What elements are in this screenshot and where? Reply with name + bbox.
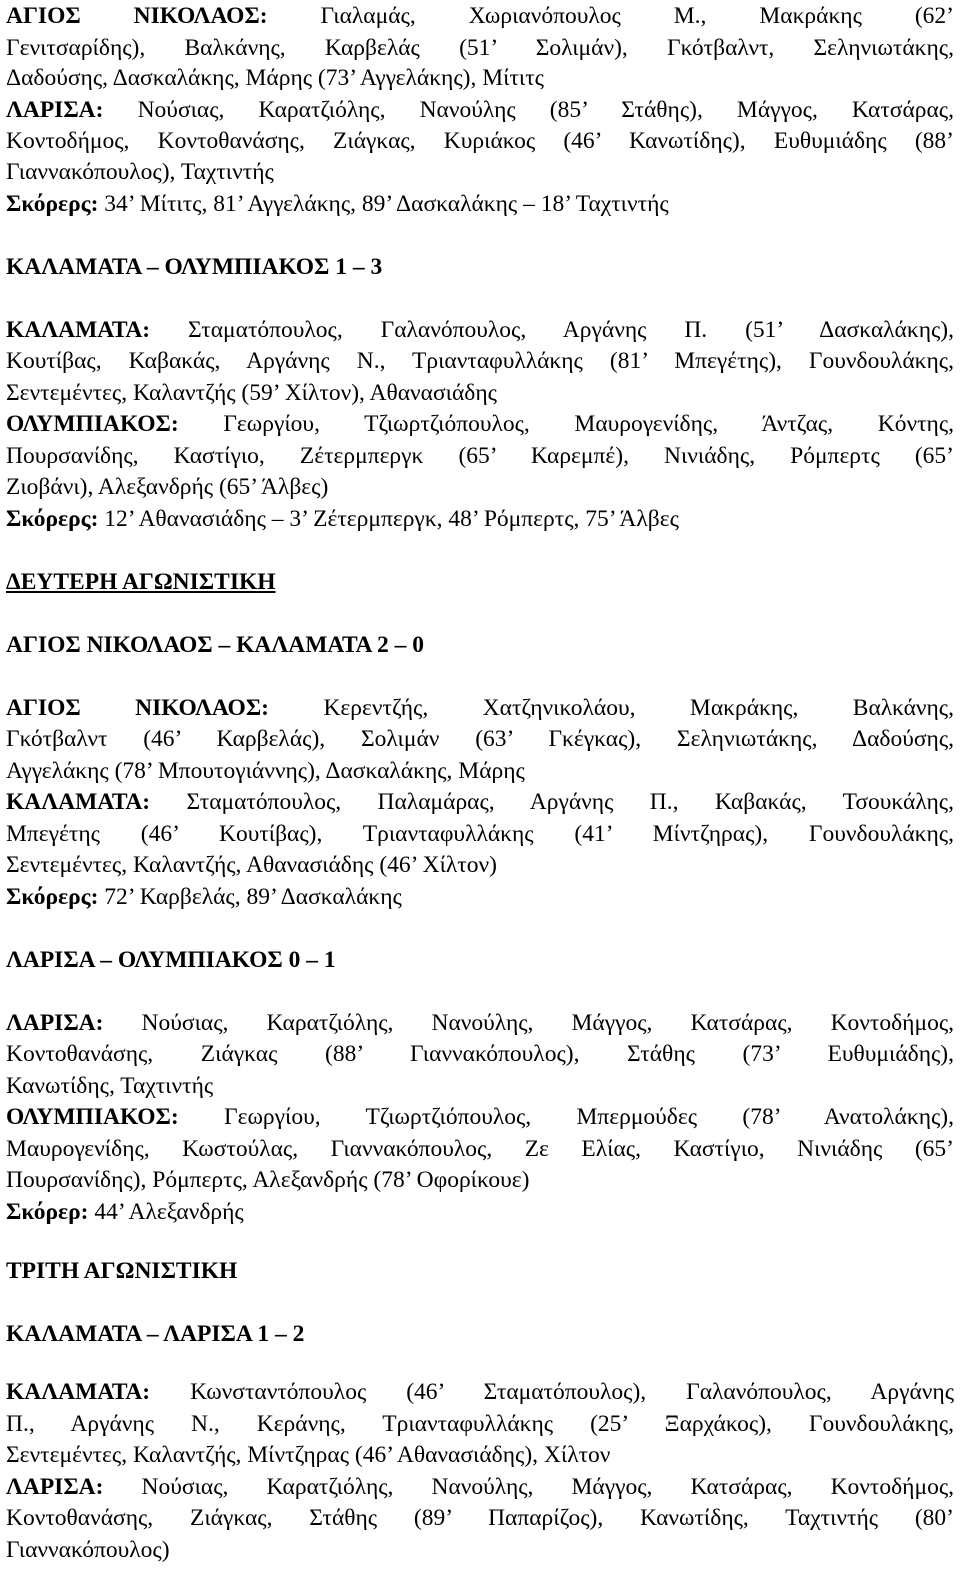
- line-text: Ζιοβάνι), Αλεξανδρής (65’ Άλβες): [6, 474, 329, 500]
- text-line: [6, 756, 954, 786]
- match-title: [6, 252, 954, 282]
- section-heading: [6, 1256, 954, 1286]
- line-text: Κοντοδήμος, Κοντοθανάσης, Ζιάγκας, Κυριάκος (46’ Κανωτίδης), Ευθυμιάδης (88’: [6, 128, 954, 154]
- text-line: [6, 346, 954, 376]
- bold-label: ΤΡΙΤΗ ΑΓΩΝΙΣΤΙΚΗ: [6, 1258, 238, 1284]
- line-text: Π., Αργάνης Ν., Κεράνης, Τριανταφυλλάκης (25’ Ξαρχάκος), Γουνδουλάκης,: [6, 1411, 954, 1437]
- text-line: [6, 441, 954, 471]
- text-line: [6, 882, 954, 912]
- line-text: Γιαννακόπουλος), Ταχτιντής: [6, 159, 274, 185]
- text-line: [6, 850, 954, 880]
- bold-label: ΑΓΙΟΣ ΝΙΚΟΛΑΟΣ – ΚΑΛΑΜΑΤΑ 2 – 0: [6, 632, 424, 658]
- line-text: Σεντεμέντες, Καλαντζής, Μίντζηρας (46’ Αθανασιάδης), Χίλτον: [6, 1442, 611, 1468]
- line-text: 34’ Μίτιτς, 81’ Αγγελάκης, 89’ Δασκαλάκης – 18’ Ταχτιντής: [98, 191, 669, 217]
- text-line: [6, 1071, 954, 1101]
- line-text: Κοντοθανάσης, Ζιάγκας (88’ Γιαννακόπουλος), Στάθης (73’ Ευθυμιάδης),: [6, 1041, 954, 1067]
- line-text: 72’ Καρβελάς, 89’ Δασκαλάκης: [98, 884, 402, 910]
- bold-label: ΚΑΛΑΜΑΤΑ – ΟΛΥΜΠΙΑΚΟΣ 1 – 3: [6, 254, 383, 280]
- line-text: Γεωργίου, Τζιωρτζιόπουλος, Μαυρογενίδης, Άντζας, Κόντης,: [178, 411, 954, 437]
- bold-label: Σκόρερς:: [6, 884, 99, 910]
- text-line: [6, 1039, 954, 1069]
- bold-label: Σκόρερς:: [6, 191, 99, 217]
- line-text: Κωνσταντόπουλος (46’ Σταματόπουλος), Γαλανόπουλος, Αργάνης: [150, 1379, 954, 1405]
- line-text: Κερεντζής, Χατζηνικολάου, Μακράκης, Βαλκάνης,: [269, 695, 954, 721]
- line-text: Πουρσανίδης), Ρόμπερτς, Αλεξανδρής (78’ Οφορίκουε): [6, 1167, 530, 1193]
- bold-label: ΚΑΛΑΜΑΤΑ:: [6, 1379, 151, 1405]
- line-text: Νούσιας, Καρατζιόλης, Νανούλης, Μάγγος, Κατσάρας, Κοντοδήμος,: [103, 1474, 954, 1500]
- bold-label: ΚΑΛΑΜΑΤΑ:: [6, 317, 151, 343]
- bold-label: ΟΛΥΜΠΙΑΚΟΣ:: [6, 411, 179, 437]
- text-line: [6, 33, 954, 63]
- line-text: Γκότβαλντ (46’ Καρβελάς), Σολιμάν (63’ Γκέγκας), Σεληνιωτάκης, Δαδούσης,: [6, 726, 954, 752]
- text-line: [6, 189, 954, 219]
- line-text: Σεντεμέντες, Καλαντζής, Αθανασιάδης (46’ Χίλτον): [6, 852, 497, 878]
- text-line: [6, 819, 954, 849]
- line-text: Δαδούσης, Δασκαλάκης, Μάρης (73’ Αγγελάκης), Μίτιτς: [6, 65, 544, 91]
- bold-label: ΛΑΡΙΣΑ:: [6, 1010, 104, 1036]
- section-heading: [6, 567, 954, 597]
- line-text: Νούσιας, Καρατζιόλης, Νανούλης, Μάγγος, Κατσάρας, Κοντοδήμος,: [103, 1010, 954, 1036]
- line-text: Γιαννακόπουλος): [6, 1537, 170, 1563]
- line-text: Νούσιας, Καρατζιόλης, Νανούλης (85’ Στάθης), Μάγγος, Κατσάρας,: [103, 97, 954, 123]
- text-line: [6, 378, 954, 408]
- text-line: [6, 1102, 954, 1132]
- text-line: [6, 157, 954, 187]
- text-line: [6, 63, 954, 93]
- line-text: 44’ Αλεξανδρής: [88, 1199, 244, 1225]
- line-text: 12’ Αθανασιάδης – 3’ Ζέτερμπεργκ, 48’ Ρόμπερτς, 75’ Άλβες: [98, 506, 679, 532]
- text-line: [6, 1165, 954, 1195]
- bold-label: ΛΑΡΙΣΑ:: [6, 1474, 104, 1500]
- text-line: [6, 1409, 954, 1439]
- bold-label: Σκόρερς:: [6, 506, 99, 532]
- line-text: Γενιτσαρίδης), Βαλκάνης, Καρβελάς (51’ Σολιμάν), Γκότβαλντ, Σεληνιωτάκης,: [6, 35, 954, 61]
- text-line: [6, 1535, 954, 1565]
- text-line: [6, 504, 954, 534]
- text-line: [6, 787, 954, 817]
- text-line: [6, 409, 954, 439]
- text-line: [6, 472, 954, 502]
- text-line: [6, 1008, 954, 1038]
- bold-label: ΚΑΛΑΜΑΤΑ – ΛΑΡΙΣΑ 1 – 2: [6, 1321, 305, 1347]
- match-title: [6, 630, 954, 660]
- line-text: Σεντεμέντες, Καλαντζής (59’ Χίλτον), Αθανασιάδης: [6, 380, 497, 406]
- line-text: Μπεγέτης (46’ Κουτίβας), Τριανταφυλλάκης (41’ Μίντζηρας), Γουνδουλάκης,: [6, 821, 954, 847]
- text-line: [6, 1134, 954, 1164]
- line-text: Μαυρογενίδης, Κωστούλας, Γιαννακόπουλος, Ζε Ελίας, Καστίγιο, Νινιάδης (65’: [6, 1136, 954, 1162]
- text-line: [6, 1440, 954, 1470]
- text-line: [6, 1197, 954, 1227]
- text-line: [6, 1, 954, 31]
- text-line: [6, 693, 954, 723]
- underlined-heading: ΔΕΥΤΕΡΗ ΑΓΩΝΙΣΤΙΚΗ: [6, 569, 276, 595]
- line-text: Κοντοθανάσης, Ζιάγκας, Στάθης (89’ Παπαρίζος), Κανωτίδης, Ταχτιντής (80’: [6, 1505, 954, 1531]
- match-title: [6, 1319, 954, 1349]
- bold-label: ΛΑΡΙΣΑ:: [6, 97, 104, 123]
- line-text: Σταματόπουλος, Παλαμάρας, Αργάνης Π., Καβακάς, Τσουκάλης,: [150, 789, 954, 815]
- text-line: [6, 315, 954, 345]
- line-text: Σταματόπουλος, Γαλανόπουλος, Αργάνης Π. (51’ Δασκαλάκης),: [150, 317, 954, 343]
- line-text: Πουρσανίδης, Καστίγιο, Ζέτερμπεργκ (65’ Καρεμπέ), Νινιάδης, Ρόμπερτς (65’: [6, 443, 954, 469]
- text-line: [6, 95, 954, 125]
- bold-label: ΚΑΛΑΜΑΤΑ:: [6, 789, 151, 815]
- line-text: Κουτίβας, Καβακάς, Αργάνης Ν., Τριανταφυλλάκης (81’ Μπεγέτης), Γουνδουλάκης,: [6, 348, 954, 374]
- bold-label: ΟΛΥΜΠΙΑΚΟΣ:: [6, 1104, 179, 1130]
- text-line: [6, 1472, 954, 1502]
- line-text: Γεωργίου, Τζιωρτζιόπουλος, Μπερμούδες (78’ Ανατολάκης),: [178, 1104, 954, 1130]
- line-text: Κανωτίδης, Ταχτιντής: [6, 1073, 214, 1099]
- text-line: [6, 126, 954, 156]
- bold-label: ΑΓΙΟΣ ΝΙΚΟΛΑΟΣ:: [6, 3, 268, 29]
- text-line: [6, 1377, 954, 1407]
- bold-label: Σκόρερ:: [6, 1199, 89, 1225]
- text-line: [6, 1503, 954, 1533]
- text-line: [6, 724, 954, 754]
- line-text: Γιαλαμάς, Χωριανόπουλος Μ., Μακράκης (62’: [267, 3, 954, 29]
- bold-label: ΑΓΙΟΣ ΝΙΚΟΛΑΟΣ:: [6, 695, 270, 721]
- line-text: Αγγελάκης (78’ Μπουτογιάννης), Δασκαλάκης, Μάρης: [6, 758, 525, 784]
- bold-label: ΛΑΡΙΣΑ – ΟΛΥΜΠΙΑΚΟΣ 0 – 1: [6, 947, 336, 973]
- match-title: [6, 945, 954, 975]
